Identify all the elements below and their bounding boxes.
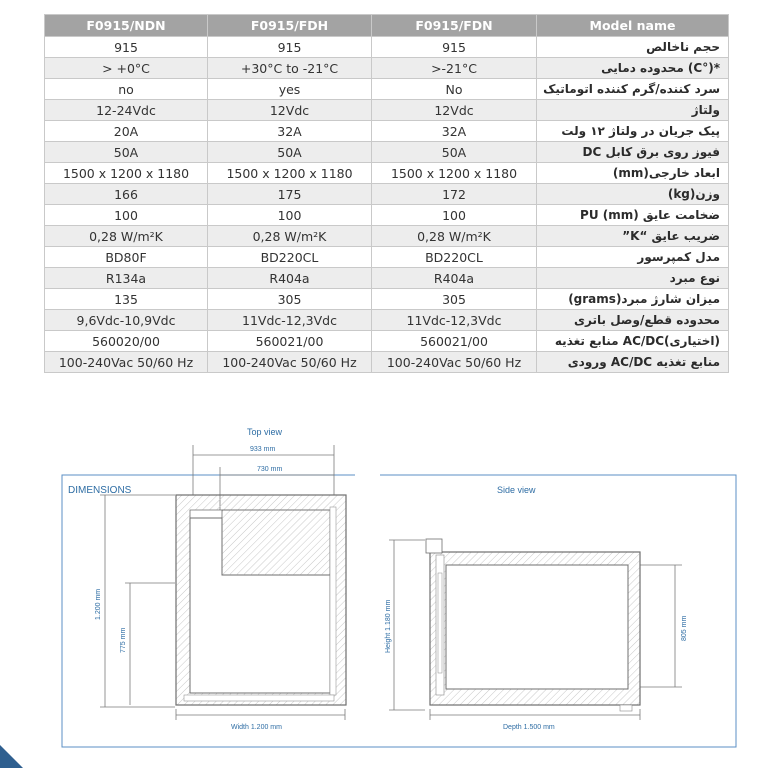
row-label: منابع تغذیه AC/DC ورودی bbox=[537, 352, 729, 373]
dim-1200-left: 1.200 mm bbox=[95, 588, 102, 620]
table-cell: R404a bbox=[372, 268, 537, 289]
table-cell: 175 bbox=[208, 184, 372, 205]
table-cell: 50A bbox=[45, 142, 208, 163]
table-cell: 50A bbox=[372, 142, 537, 163]
row-label: ضریب عایق “K” bbox=[537, 226, 729, 247]
table-cell: 305 bbox=[372, 289, 537, 310]
row-label: محدوده قطع/وصل باتری bbox=[537, 310, 729, 331]
table-cell: 915 bbox=[372, 37, 537, 58]
table-cell: 0,28 W/m²K bbox=[45, 226, 208, 247]
row-label: ابعاد خارجی(mm) bbox=[537, 163, 729, 184]
header-fdn: F0915/FDN bbox=[372, 15, 537, 37]
header-fdh: F0915/FDH bbox=[208, 15, 372, 37]
corner-accent bbox=[0, 745, 23, 768]
table-cell: 100-240Vac 50/60 Hz bbox=[45, 352, 208, 373]
table-cell: 305 bbox=[208, 289, 372, 310]
row-label: پیک جریان در ولتاژ ۱۲ ولت bbox=[537, 121, 729, 142]
table-cell: +30°C to -21°C bbox=[208, 58, 372, 79]
table-cell: 100 bbox=[208, 205, 372, 226]
table-cell: 100 bbox=[45, 205, 208, 226]
table-row bbox=[45, 58, 729, 79]
table-cell: 560021/00 bbox=[372, 331, 537, 352]
side-view-drawing bbox=[426, 539, 640, 711]
table-cell: 560020/00 bbox=[45, 331, 208, 352]
table-row bbox=[45, 163, 729, 184]
row-label: ولتاژ bbox=[537, 100, 729, 121]
table-header-row bbox=[45, 15, 729, 37]
row-label: نوع مبرد bbox=[537, 268, 729, 289]
table-row bbox=[45, 205, 729, 226]
row-label: میزان شارژ مبرد(grams) bbox=[537, 289, 729, 310]
dim-933: 933 mm bbox=[250, 446, 276, 453]
row-label: *(°C) محدوده دمایی bbox=[537, 58, 729, 79]
table-cell: 0,28 W/m²K bbox=[208, 226, 372, 247]
header-model-name: Model name bbox=[537, 15, 729, 37]
table-cell: 1500 x 1200 x 1180 bbox=[45, 163, 208, 184]
table-row bbox=[45, 352, 729, 373]
row-label: سرد کننده/گرم کننده اتوماتیک bbox=[537, 79, 729, 100]
top-view-label: Top view bbox=[247, 427, 283, 437]
table-row bbox=[45, 37, 729, 58]
dim-depth: Depth 1.500 mm bbox=[503, 724, 555, 731]
row-label: حجم ناخالص bbox=[537, 37, 729, 58]
table-cell: 0,28 W/m²K bbox=[372, 226, 537, 247]
table-cell: 32A bbox=[372, 121, 537, 142]
table-cell: > +0°C bbox=[45, 58, 208, 79]
table-cell: 12Vdc bbox=[372, 100, 537, 121]
table-row bbox=[45, 142, 729, 163]
table-cell: 172 bbox=[372, 184, 537, 205]
dim-775: 775 mm bbox=[120, 627, 127, 653]
table-row bbox=[45, 184, 729, 205]
table-cell: 1500 x 1200 x 1180 bbox=[372, 163, 537, 184]
table-row bbox=[45, 331, 729, 352]
table-cell: R134a bbox=[45, 268, 208, 289]
table-cell: 166 bbox=[45, 184, 208, 205]
table-row bbox=[45, 100, 729, 121]
table-cell: 11Vdc-12,3Vdc bbox=[208, 310, 372, 331]
spec-table bbox=[44, 14, 729, 373]
row-label: فیوز روی برق کابل DC bbox=[537, 142, 729, 163]
row-label: ضخامت عایق PU (mm) bbox=[537, 205, 729, 226]
table-row bbox=[45, 79, 729, 100]
row-label: مدل کمپرسور bbox=[537, 247, 729, 268]
table-row bbox=[45, 247, 729, 268]
top-view-drawing bbox=[176, 495, 346, 705]
table-cell: 12-24Vdc bbox=[45, 100, 208, 121]
dim-805: 805 mm bbox=[681, 615, 688, 641]
row-label: (اختیاری)AC/DC منابع تغذیه bbox=[537, 331, 729, 352]
table-cell: 100-240Vac 50/60 Hz bbox=[208, 352, 372, 373]
table-cell: BD220CL bbox=[372, 247, 537, 268]
table-cell: 1500 x 1200 x 1180 bbox=[208, 163, 372, 184]
table-cell: 20A bbox=[45, 121, 208, 142]
table-cell: R404a bbox=[208, 268, 372, 289]
table-cell: 50A bbox=[208, 142, 372, 163]
dim-width: Width 1.200 mm bbox=[231, 724, 282, 731]
table-cell: 560021/00 bbox=[208, 331, 372, 352]
table-cell: 11Vdc-12,3Vdc bbox=[372, 310, 537, 331]
row-label: وزن(kg) bbox=[537, 184, 729, 205]
table-row bbox=[45, 289, 729, 310]
table-cell: No bbox=[372, 79, 537, 100]
dim-height: Height 1.180 mm bbox=[385, 599, 392, 653]
table-cell: 915 bbox=[45, 37, 208, 58]
table-cell: BD80F bbox=[45, 247, 208, 268]
table-row bbox=[45, 310, 729, 331]
table-row bbox=[45, 226, 729, 247]
table-cell: 135 bbox=[45, 289, 208, 310]
table-cell: no bbox=[45, 79, 208, 100]
table-cell: 100-240Vac 50/60 Hz bbox=[372, 352, 537, 373]
table-row bbox=[45, 268, 729, 289]
table-cell: 915 bbox=[208, 37, 372, 58]
table-cell: 100 bbox=[372, 205, 537, 226]
dimensions-title: DIMENSIONS bbox=[68, 485, 132, 496]
table-cell: 32A bbox=[208, 121, 372, 142]
header-ndn: F0915/NDN bbox=[45, 15, 208, 37]
dimensions-diagram bbox=[0, 415, 768, 755]
table-cell: 9,6Vdc-10,9Vdc bbox=[45, 310, 208, 331]
table-cell: BD220CL bbox=[208, 247, 372, 268]
side-view-label: Side view bbox=[497, 485, 536, 495]
table-cell: yes bbox=[208, 79, 372, 100]
table-row bbox=[45, 121, 729, 142]
table-cell: 12Vdc bbox=[208, 100, 372, 121]
table-cell: >-21°C bbox=[372, 58, 537, 79]
dim-730: 730 mm bbox=[257, 466, 283, 473]
